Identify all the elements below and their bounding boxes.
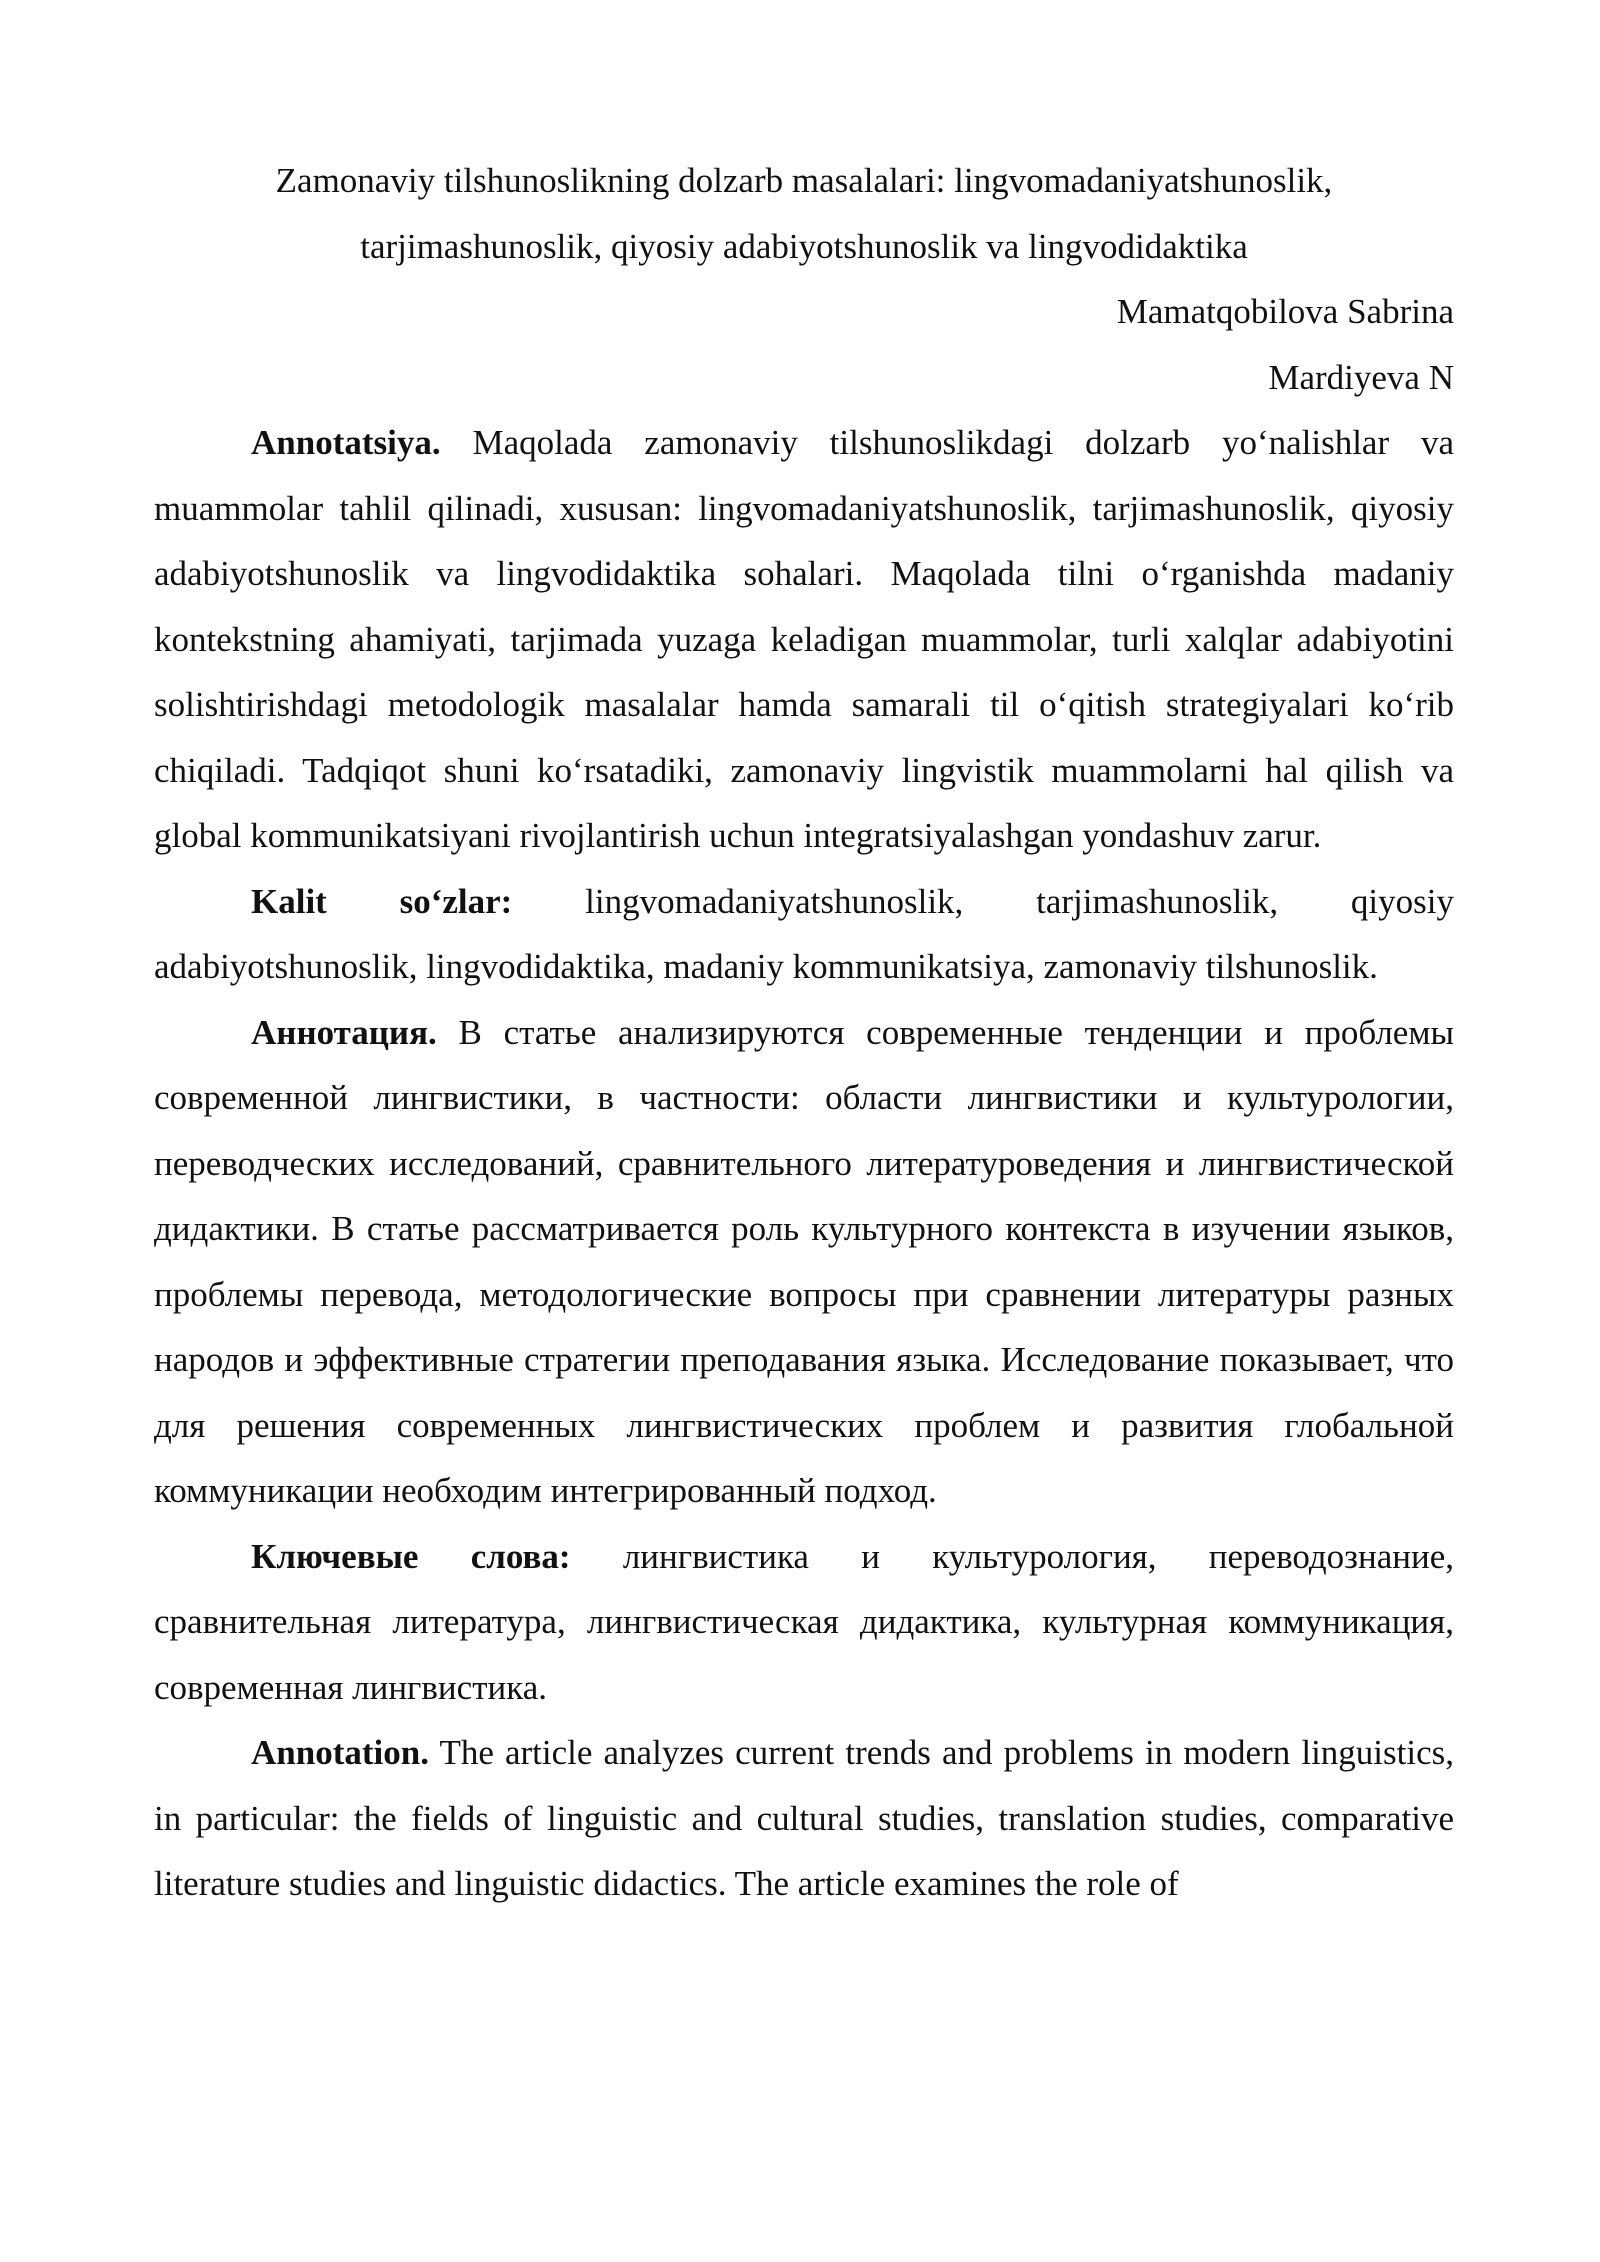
annotation-russian: [154, 1000, 1454, 1524]
section-text: Maqolada zamonaviy tilshunoslikdagi dolzarb yo‘nalishlar va muammolar tahlil qilinadi, xususan: lingvomadaniyatshunoslik, tarjimashunoslik, qiyosiy adabiyotshunoslik va lingvodidaktika sohalari. Maqolada tilni o‘rganishda madaniy kontekstning ahamiyati, tarjimada yuzaga keladigan muammolar, turli xalqlar adabiyotini solishtirishdagi metodologik masalalar hamda samarali til o‘qitish strategiyalari ko‘rib chiqiladi. Tadqiqot shuni ko‘rsatadiki, zamonaviy lingvistik muammolarni hal qilish va global kommunikatsiyani rivojlantirish uchun integratsiyalashgan yondashuv zarur.: [154, 423, 1455, 855]
annotation-english: [154, 1720, 1454, 1917]
section-label: Аннотация.: [251, 1012, 437, 1052]
section-text: лингвистика и культурология, переводознание, сравнительная литература, лингвистическая дидактика, культурная коммуникация, современная лингвистика.: [154, 1536, 1455, 1707]
paper-title: Zamonaviy tilshunoslikning dolzarb masalalari: lingvomadaniyatshunoslik, tarjimashunoslik, qiyosiy adabiyotshunoslik va lingvodidaktika: [275, 161, 1333, 266]
section-text: lingvomadaniyatshunoslik, tarjimashunoslik, qiyosiy adabiyotshunoslik, lingvodidaktika, madaniy kommunikatsiya, zamonaviy tilshunoslik.: [154, 881, 1455, 986]
document-page: [154, 148, 1454, 1917]
keywords-uzbek: [154, 869, 1454, 1000]
annotation-uzbek: [154, 410, 1454, 869]
section-label: Annotation.: [251, 1733, 429, 1772]
author-name: Mardiyeva N: [1268, 357, 1454, 397]
section-text: В статье анализируются современные тенденции и проблемы современной лингвистики, в частности: области лингвистики и культурологии, переводческих исследований, сравнительного литературоведения и лингвистической дидактики. В статье рассматривается роль культурного контекста в изучении языков, проблемы перевода, методологические вопросы при сравнении литературы разных народов и эффективные стратегии преподавания языка. Исследование показывает, что для решения современных лингвистических проблем и развития глобальной коммуникации необходим интегрированный подход.: [154, 1012, 1455, 1510]
section-text: The article analyzes current trends and problems in modern linguistics, in particular: the fields of linguistic and cultural studies, translation studies, comparative literature studies and linguistic didactics. The article examines the role of: [154, 1733, 1454, 1903]
section-label: Ключевые слова:: [251, 1536, 571, 1576]
section-label: Kalit so‘zlar:: [251, 881, 513, 921]
author-name: Mamatqobilova Sabrina: [1116, 292, 1454, 331]
keywords-russian: [154, 1524, 1454, 1721]
section-label: Annotatsiya.: [251, 423, 441, 462]
